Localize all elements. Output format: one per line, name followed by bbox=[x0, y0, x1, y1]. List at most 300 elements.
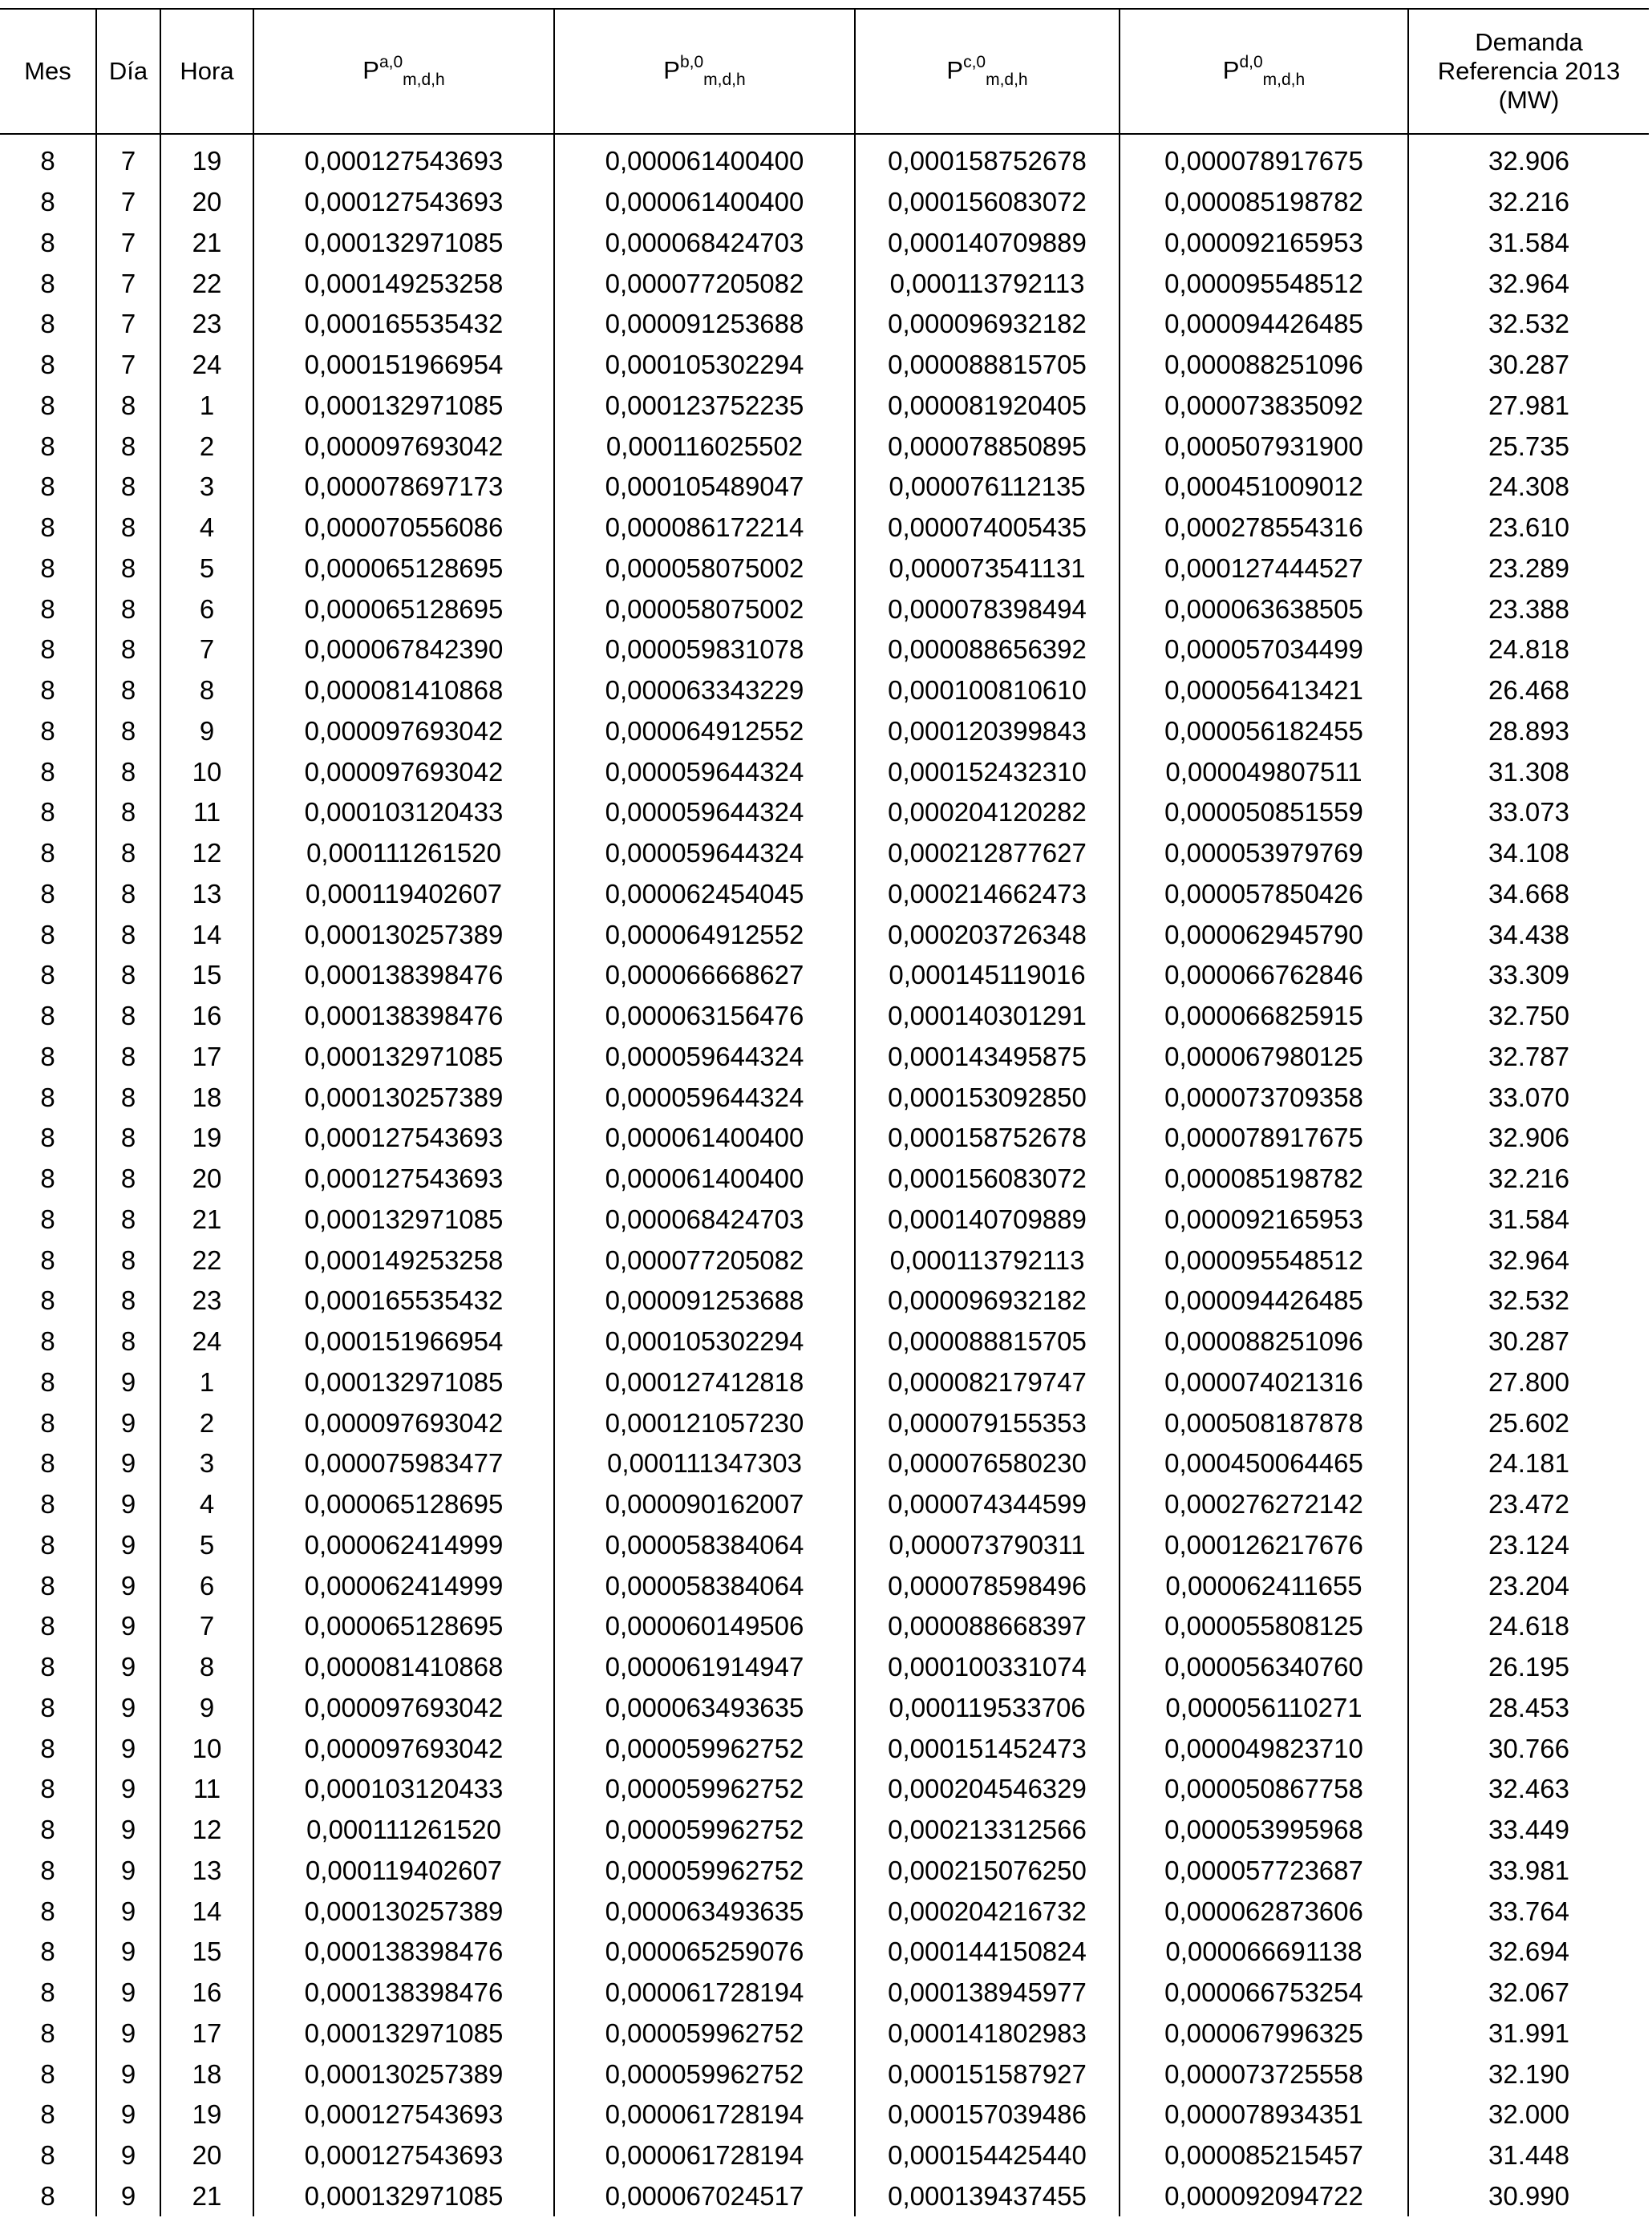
cell-dia: 9 bbox=[96, 1973, 160, 2014]
cell-pd: 0,000078917675 bbox=[1120, 141, 1408, 182]
cell-pc: 0,000088815705 bbox=[855, 345, 1120, 386]
cell-mes: 8 bbox=[40, 1774, 55, 1804]
cell-hora: 16 bbox=[160, 996, 253, 1037]
cell-hora: 14 bbox=[160, 1891, 253, 1932]
table-row bbox=[0, 304, 1649, 345]
table-row bbox=[0, 426, 1649, 467]
table-row bbox=[0, 548, 1649, 589]
cell-demanda: 24.181 bbox=[1408, 1443, 1649, 1484]
cell-pb: 0,000061400400 bbox=[554, 1159, 855, 1200]
cell-pa: 0,000127543693 bbox=[253, 1159, 554, 1200]
cell-hora: 18 bbox=[160, 1077, 253, 1118]
cell-mes: 8 bbox=[40, 268, 55, 298]
cell-pc: 0,000082179747 bbox=[855, 1362, 1120, 1403]
cell-mes: 8 bbox=[40, 1407, 55, 1438]
cell-demanda: 32.532 bbox=[1408, 1281, 1649, 1321]
table-row bbox=[0, 670, 1649, 711]
cell-demanda: 32.067 bbox=[1408, 1973, 1649, 2014]
cell-pb: 0,000058075002 bbox=[554, 589, 855, 629]
cell-pd: 0,000057723687 bbox=[1120, 1851, 1408, 1892]
cell-dia: 8 bbox=[96, 426, 160, 467]
cell-pc: 0,000100810610 bbox=[855, 670, 1120, 711]
header-pb-sup: b,0 bbox=[679, 53, 704, 71]
table-row bbox=[0, 2176, 1649, 2217]
cell-demanda: 32.906 bbox=[1408, 1118, 1649, 1159]
cell-pb: 0,000059644324 bbox=[554, 751, 855, 792]
cell-pd: 0,000062411655 bbox=[1120, 1565, 1408, 1606]
cell-pd: 0,000057034499 bbox=[1120, 629, 1408, 670]
cell-dia: 9 bbox=[96, 1932, 160, 1973]
cell-dia: 8 bbox=[96, 1077, 160, 1118]
cell-dia: 8 bbox=[96, 386, 160, 427]
cell-pd: 0,000508187878 bbox=[1120, 1402, 1408, 1443]
table-row bbox=[0, 1159, 1649, 1200]
cell-pc: 0,000156083072 bbox=[855, 1159, 1120, 1200]
cell-pb: 0,000061728194 bbox=[554, 2094, 855, 2135]
cell-dia: 9 bbox=[96, 1606, 160, 1647]
cell-pd: 0,000085215457 bbox=[1120, 2135, 1408, 2176]
cell-pb: 0,000091253688 bbox=[554, 1281, 855, 1321]
header-row bbox=[0, 9, 1649, 134]
cell-demanda: 32.190 bbox=[1408, 2054, 1649, 2094]
cell-pd: 0,000073835092 bbox=[1120, 386, 1408, 427]
header-pd-base: P bbox=[1222, 56, 1240, 84]
table-row bbox=[0, 1769, 1649, 1810]
cell-pa: 0,000078697173 bbox=[253, 467, 554, 508]
cell-pc: 0,000152432310 bbox=[855, 751, 1120, 792]
cell-pb: 0,000059962752 bbox=[554, 1851, 855, 1892]
table-row bbox=[0, 1281, 1649, 1321]
cell-hora: 19 bbox=[160, 141, 253, 182]
cell-mes: 8 bbox=[40, 675, 55, 706]
cell-pb: 0,000064912552 bbox=[554, 914, 855, 955]
cell-pa: 0,000081410868 bbox=[253, 1647, 554, 1688]
cell-demanda: 32.532 bbox=[1408, 304, 1649, 345]
cell-pb: 0,000061400400 bbox=[554, 182, 855, 223]
cell-mes: 8 bbox=[40, 1815, 55, 1845]
cell-pa: 0,000075983477 bbox=[253, 1443, 554, 1484]
cell-mes: 8 bbox=[40, 1041, 55, 1071]
cell-hora: 10 bbox=[160, 1728, 253, 1769]
cell-hora: 13 bbox=[160, 1851, 253, 1892]
cell-hora: 1 bbox=[160, 386, 253, 427]
cell-dia: 7 bbox=[96, 345, 160, 386]
cell-pa: 0,000132971085 bbox=[253, 1037, 554, 1078]
cell-pc: 0,000078398494 bbox=[855, 589, 1120, 629]
cell-hora: 19 bbox=[160, 1118, 253, 1159]
cell-pb: 0,000105302294 bbox=[554, 1321, 855, 1362]
cell-pc: 0,000158752678 bbox=[855, 141, 1120, 182]
demand-coefficients-document bbox=[0, 8, 1652, 2216]
cell-pb: 0,000059962752 bbox=[554, 1728, 855, 1769]
cell-mes: 8 bbox=[40, 227, 55, 257]
cell-demanda: 33.309 bbox=[1408, 955, 1649, 996]
cell-pa: 0,000065128695 bbox=[253, 1606, 554, 1647]
cell-dia: 8 bbox=[96, 711, 160, 752]
cell-pa: 0,000127543693 bbox=[253, 141, 554, 182]
cell-pc: 0,000088815705 bbox=[855, 1321, 1120, 1362]
table-row bbox=[0, 711, 1649, 752]
table-row bbox=[0, 2094, 1649, 2135]
header-pb-base: P bbox=[663, 56, 680, 84]
cell-dia: 8 bbox=[96, 548, 160, 589]
cell-pd: 0,000066825915 bbox=[1120, 996, 1408, 1037]
cell-mes: 8 bbox=[40, 1611, 55, 1641]
cell-pd: 0,000049807511 bbox=[1120, 751, 1408, 792]
cell-hora: 9 bbox=[160, 1688, 253, 1729]
table-row bbox=[0, 386, 1649, 427]
cell-mes: 8 bbox=[40, 1123, 55, 1153]
table-row bbox=[0, 1973, 1649, 2014]
cell-pb: 0,000059962752 bbox=[554, 1810, 855, 1851]
cell-pa: 0,000130257389 bbox=[253, 914, 554, 955]
cell-pa: 0,000127543693 bbox=[253, 2135, 554, 2176]
cell-pa: 0,000065128695 bbox=[253, 1484, 554, 1525]
cell-pd: 0,000073725558 bbox=[1120, 2054, 1408, 2094]
cell-pc: 0,000079155353 bbox=[855, 1402, 1120, 1443]
cell-pb: 0,000065259076 bbox=[554, 1932, 855, 1973]
cell-pc: 0,000215076250 bbox=[855, 1851, 1120, 1892]
cell-hora: 1 bbox=[160, 1362, 253, 1403]
cell-mes: 8 bbox=[40, 512, 55, 543]
cell-hora: 8 bbox=[160, 670, 253, 711]
cell-demanda: 30.990 bbox=[1408, 2176, 1649, 2217]
cell-hora: 20 bbox=[160, 1159, 253, 1200]
cell-dia: 8 bbox=[96, 1200, 160, 1240]
cell-pa: 0,000119402607 bbox=[253, 1851, 554, 1892]
cell-pc: 0,000151452473 bbox=[855, 1728, 1120, 1769]
cell-pc: 0,000140709889 bbox=[855, 1200, 1120, 1240]
cell-pd: 0,000066691138 bbox=[1120, 1932, 1408, 1973]
cell-pc: 0,000204216732 bbox=[855, 1891, 1120, 1932]
cell-hora: 22 bbox=[160, 1240, 253, 1281]
cell-pd: 0,000050851559 bbox=[1120, 792, 1408, 833]
cell-pb: 0,000059962752 bbox=[554, 1769, 855, 1810]
cell-pc: 0,000144150824 bbox=[855, 1932, 1120, 1973]
cell-pa: 0,000127543693 bbox=[253, 2094, 554, 2135]
cell-mes: 8 bbox=[40, 838, 55, 868]
cell-demanda: 32.216 bbox=[1408, 1159, 1649, 1200]
cell-pb: 0,000063493635 bbox=[554, 1688, 855, 1729]
cell-hora: 24 bbox=[160, 345, 253, 386]
cell-pd: 0,000057850426 bbox=[1120, 874, 1408, 915]
cell-dia: 7 bbox=[96, 141, 160, 182]
cell-pd: 0,000066753254 bbox=[1120, 1973, 1408, 2014]
cell-dia: 9 bbox=[96, 1647, 160, 1688]
cell-hora: 15 bbox=[160, 1932, 253, 1973]
cell-mes: 8 bbox=[40, 593, 55, 624]
cell-mes: 8 bbox=[40, 146, 55, 176]
cell-mes: 8 bbox=[40, 2099, 55, 2130]
cell-demanda: 23.124 bbox=[1408, 1525, 1649, 1566]
cell-hora: 19 bbox=[160, 2094, 253, 2135]
cell-pc: 0,000074344599 bbox=[855, 1484, 1120, 1525]
cell-pc: 0,000096932182 bbox=[855, 304, 1120, 345]
table-row bbox=[0, 589, 1649, 629]
table-row bbox=[0, 1240, 1649, 1281]
table-row bbox=[0, 792, 1649, 833]
table-body bbox=[0, 134, 1649, 2216]
cell-pd: 0,000056110271 bbox=[1120, 1688, 1408, 1729]
cell-pa: 0,000065128695 bbox=[253, 548, 554, 589]
cell-pa: 0,000130257389 bbox=[253, 1077, 554, 1118]
cell-hora: 21 bbox=[160, 223, 253, 264]
cell-pd: 0,000078917675 bbox=[1120, 1118, 1408, 1159]
cell-pc: 0,000076112135 bbox=[855, 467, 1120, 508]
cell-demanda: 31.584 bbox=[1408, 1200, 1649, 1240]
cell-demanda: 32.694 bbox=[1408, 1932, 1649, 1973]
cell-hora: 23 bbox=[160, 1281, 253, 1321]
cell-pa: 0,000151966954 bbox=[253, 1321, 554, 1362]
header-pd-sup: d,0 bbox=[1239, 53, 1263, 71]
cell-demanda: 34.108 bbox=[1408, 833, 1649, 874]
cell-pd: 0,000088251096 bbox=[1120, 345, 1408, 386]
cell-hora: 8 bbox=[160, 1647, 253, 1688]
cell-pb: 0,000123752235 bbox=[554, 386, 855, 427]
cell-dia: 9 bbox=[96, 1484, 160, 1525]
cell-pc: 0,000151587927 bbox=[855, 2054, 1120, 2094]
cell-demanda: 24.308 bbox=[1408, 467, 1649, 508]
cell-dia: 8 bbox=[96, 1281, 160, 1321]
cell-demanda: 32.787 bbox=[1408, 1037, 1649, 1078]
cell-pb: 0,000061728194 bbox=[554, 1973, 855, 2014]
cell-hora: 5 bbox=[160, 548, 253, 589]
cell-hora: 20 bbox=[160, 2135, 253, 2176]
cell-demanda: 33.449 bbox=[1408, 1810, 1649, 1851]
cell-pb: 0,000090162007 bbox=[554, 1484, 855, 1525]
cell-pb: 0,000061400400 bbox=[554, 1118, 855, 1159]
header-pc-base: P bbox=[946, 56, 964, 84]
cell-pd: 0,000067996325 bbox=[1120, 2014, 1408, 2054]
cell-dia: 8 bbox=[96, 1321, 160, 1362]
cell-hora: 13 bbox=[160, 874, 253, 915]
table-row bbox=[0, 508, 1649, 548]
cell-dia: 9 bbox=[96, 1443, 160, 1484]
cell-mes: 8 bbox=[40, 1448, 55, 1479]
header-pa-sub: m,d,h bbox=[403, 71, 445, 89]
cell-pd: 0,000056340760 bbox=[1120, 1647, 1408, 1688]
cell-pa: 0,000111261520 bbox=[253, 1810, 554, 1851]
cell-mes: 8 bbox=[40, 390, 55, 420]
cell-hora: 21 bbox=[160, 1200, 253, 1240]
cell-pd: 0,000067980125 bbox=[1120, 1037, 1408, 1078]
cell-pa: 0,000127543693 bbox=[253, 1118, 554, 1159]
cell-pc: 0,000214662473 bbox=[855, 874, 1120, 915]
table-header bbox=[0, 9, 1649, 134]
cell-pd: 0,000094426485 bbox=[1120, 304, 1408, 345]
cell-pb: 0,000059962752 bbox=[554, 2014, 855, 2054]
cell-pc: 0,000078598496 bbox=[855, 1565, 1120, 1606]
cell-hora: 16 bbox=[160, 1973, 253, 2014]
cell-dia: 8 bbox=[96, 751, 160, 792]
cell-pd: 0,000127444527 bbox=[1120, 548, 1408, 589]
cell-dia: 9 bbox=[96, 1769, 160, 1810]
cell-mes: 8 bbox=[40, 2058, 55, 2089]
cell-pa: 0,000081410868 bbox=[253, 670, 554, 711]
cell-pc: 0,000154425440 bbox=[855, 2135, 1120, 2176]
cell-hora: 3 bbox=[160, 467, 253, 508]
cell-hora: 17 bbox=[160, 1037, 253, 1078]
cell-pb: 0,000059644324 bbox=[554, 1037, 855, 1078]
cell-mes: 8 bbox=[40, 756, 55, 787]
header-spacer-row bbox=[0, 134, 1649, 141]
cell-pb: 0,000105302294 bbox=[554, 345, 855, 386]
cell-pc: 0,000088656392 bbox=[855, 629, 1120, 670]
cell-hora: 14 bbox=[160, 914, 253, 955]
cell-demanda: 25.602 bbox=[1408, 1402, 1649, 1443]
cell-pd: 0,000095548512 bbox=[1120, 263, 1408, 304]
cell-mes: 8 bbox=[40, 2018, 55, 2048]
cell-hora: 6 bbox=[160, 1565, 253, 1606]
cell-mes: 8 bbox=[40, 2180, 55, 2211]
cell-pb: 0,000116025502 bbox=[554, 426, 855, 467]
cell-mes: 8 bbox=[40, 552, 55, 583]
cell-pa: 0,000138398476 bbox=[253, 996, 554, 1037]
cell-pb: 0,000062454045 bbox=[554, 874, 855, 915]
cell-pd: 0,000049823710 bbox=[1120, 1728, 1408, 1769]
cell-pc: 0,000120399843 bbox=[855, 711, 1120, 752]
cell-hora: 20 bbox=[160, 182, 253, 223]
cell-pc: 0,000076580230 bbox=[855, 1443, 1120, 1484]
cell-hora: 9 bbox=[160, 711, 253, 752]
cell-demanda: 31.308 bbox=[1408, 751, 1649, 792]
cell-dia: 8 bbox=[96, 914, 160, 955]
header-pc-sub: m,d,h bbox=[986, 71, 1028, 89]
cell-pb: 0,000059644324 bbox=[554, 792, 855, 833]
table-row bbox=[0, 1810, 1649, 1851]
cell-dia: 8 bbox=[96, 1037, 160, 1078]
cell-mes: 8 bbox=[40, 1570, 55, 1601]
cell-demanda: 23.289 bbox=[1408, 548, 1649, 589]
cell-pd: 0,000450064465 bbox=[1120, 1443, 1408, 1484]
header-mes: Mes bbox=[0, 9, 96, 134]
cell-pa: 0,000149253258 bbox=[253, 263, 554, 304]
cell-pb: 0,000059962752 bbox=[554, 2054, 855, 2094]
cell-pa: 0,000103120433 bbox=[253, 792, 554, 833]
table-row bbox=[0, 1402, 1649, 1443]
cell-mes: 8 bbox=[40, 878, 55, 909]
cell-pb: 0,000077205082 bbox=[554, 263, 855, 304]
table-row bbox=[0, 1362, 1649, 1403]
table-row bbox=[0, 1932, 1649, 1973]
cell-demanda: 23.204 bbox=[1408, 1565, 1649, 1606]
header-pb-sub: m,d,h bbox=[703, 71, 746, 89]
cell-pb: 0,000058384064 bbox=[554, 1565, 855, 1606]
table-row bbox=[0, 2135, 1649, 2176]
cell-dia: 8 bbox=[96, 589, 160, 629]
cell-pa: 0,000097693042 bbox=[253, 1402, 554, 1443]
cell-mes: 8 bbox=[40, 2140, 55, 2171]
cell-pa: 0,000138398476 bbox=[253, 955, 554, 996]
cell-dia: 9 bbox=[96, 2054, 160, 2094]
cell-demanda: 26.468 bbox=[1408, 670, 1649, 711]
cell-pb: 0,000061914947 bbox=[554, 1647, 855, 1688]
table-row bbox=[0, 1565, 1649, 1606]
cell-hora: 11 bbox=[160, 1769, 253, 1810]
cell-pa: 0,000097693042 bbox=[253, 711, 554, 752]
cell-pc: 0,000204120282 bbox=[855, 792, 1120, 833]
cell-pd: 0,000063638505 bbox=[1120, 589, 1408, 629]
cell-mes: 8 bbox=[40, 1326, 55, 1357]
header-demanda-line3: (MW) bbox=[1498, 86, 1560, 114]
cell-pd: 0,000053979769 bbox=[1120, 833, 1408, 874]
cell-demanda: 30.287 bbox=[1408, 345, 1649, 386]
cell-pa: 0,000119402607 bbox=[253, 874, 554, 915]
header-pd bbox=[1120, 9, 1408, 134]
cell-pd: 0,000088251096 bbox=[1120, 1321, 1408, 1362]
cell-pd: 0,000062873606 bbox=[1120, 1891, 1408, 1932]
cell-pa: 0,000097693042 bbox=[253, 426, 554, 467]
cell-pc: 0,000158752678 bbox=[855, 1118, 1120, 1159]
cell-demanda: 32.906 bbox=[1408, 141, 1649, 182]
cell-dia: 9 bbox=[96, 1810, 160, 1851]
cell-pa: 0,000097693042 bbox=[253, 751, 554, 792]
cell-mes: 8 bbox=[40, 1164, 55, 1194]
cell-dia: 9 bbox=[96, 2176, 160, 2217]
cell-pa: 0,000151966954 bbox=[253, 345, 554, 386]
table-row bbox=[0, 1077, 1649, 1118]
cell-pa: 0,000132971085 bbox=[253, 1362, 554, 1403]
table-row bbox=[0, 629, 1649, 670]
table-row bbox=[0, 1647, 1649, 1688]
cell-mes: 8 bbox=[40, 919, 55, 949]
cell-dia: 9 bbox=[96, 1891, 160, 1932]
header-hora: Hora bbox=[160, 9, 253, 134]
cell-demanda: 34.438 bbox=[1408, 914, 1649, 955]
cell-pb: 0,000061728194 bbox=[554, 2135, 855, 2176]
cell-pb: 0,000067024517 bbox=[554, 2176, 855, 2217]
cell-pa: 0,000130257389 bbox=[253, 1891, 554, 1932]
cell-mes: 8 bbox=[40, 1652, 55, 1682]
cell-demanda: 32.216 bbox=[1408, 182, 1649, 223]
cell-dia: 9 bbox=[96, 1688, 160, 1729]
cell-pd: 0,000092165953 bbox=[1120, 223, 1408, 264]
cell-mes: 8 bbox=[40, 1977, 55, 2008]
cell-demanda: 30.766 bbox=[1408, 1728, 1649, 1769]
cell-pd: 0,000078934351 bbox=[1120, 2094, 1408, 2135]
cell-demanda: 33.981 bbox=[1408, 1851, 1649, 1892]
cell-demanda: 27.800 bbox=[1408, 1362, 1649, 1403]
cell-hora: 2 bbox=[160, 426, 253, 467]
cell-dia: 8 bbox=[96, 874, 160, 915]
table-row bbox=[0, 2014, 1649, 2054]
cell-hora: 4 bbox=[160, 1484, 253, 1525]
cell-dia: 9 bbox=[96, 1565, 160, 1606]
cell-pa: 0,000067842390 bbox=[253, 629, 554, 670]
header-pa-sup: a,0 bbox=[379, 53, 403, 71]
cell-demanda: 33.070 bbox=[1408, 1077, 1649, 1118]
cell-mes: 8 bbox=[40, 1733, 55, 1763]
header-pa-base: P bbox=[362, 56, 379, 84]
cell-pd: 0,000074021316 bbox=[1120, 1362, 1408, 1403]
cell-pd: 0,000073709358 bbox=[1120, 1077, 1408, 1118]
table-row bbox=[0, 1606, 1649, 1647]
cell-pd: 0,000085198782 bbox=[1120, 182, 1408, 223]
cell-pd: 0,000085198782 bbox=[1120, 1159, 1408, 1200]
cell-demanda: 31.991 bbox=[1408, 2014, 1649, 2054]
cell-pd: 0,000126217676 bbox=[1120, 1525, 1408, 1566]
cell-pb: 0,000121057230 bbox=[554, 1402, 855, 1443]
cell-pb: 0,000077205082 bbox=[554, 1240, 855, 1281]
cell-pb: 0,000086172214 bbox=[554, 508, 855, 548]
header-pc-sup: c,0 bbox=[963, 53, 986, 71]
cell-pa: 0,000062414999 bbox=[253, 1565, 554, 1606]
table-row bbox=[0, 1728, 1649, 1769]
table-row bbox=[0, 182, 1649, 223]
table-row bbox=[0, 874, 1649, 915]
cell-pd: 0,000276272142 bbox=[1120, 1484, 1408, 1525]
cell-pd: 0,000055808125 bbox=[1120, 1606, 1408, 1647]
